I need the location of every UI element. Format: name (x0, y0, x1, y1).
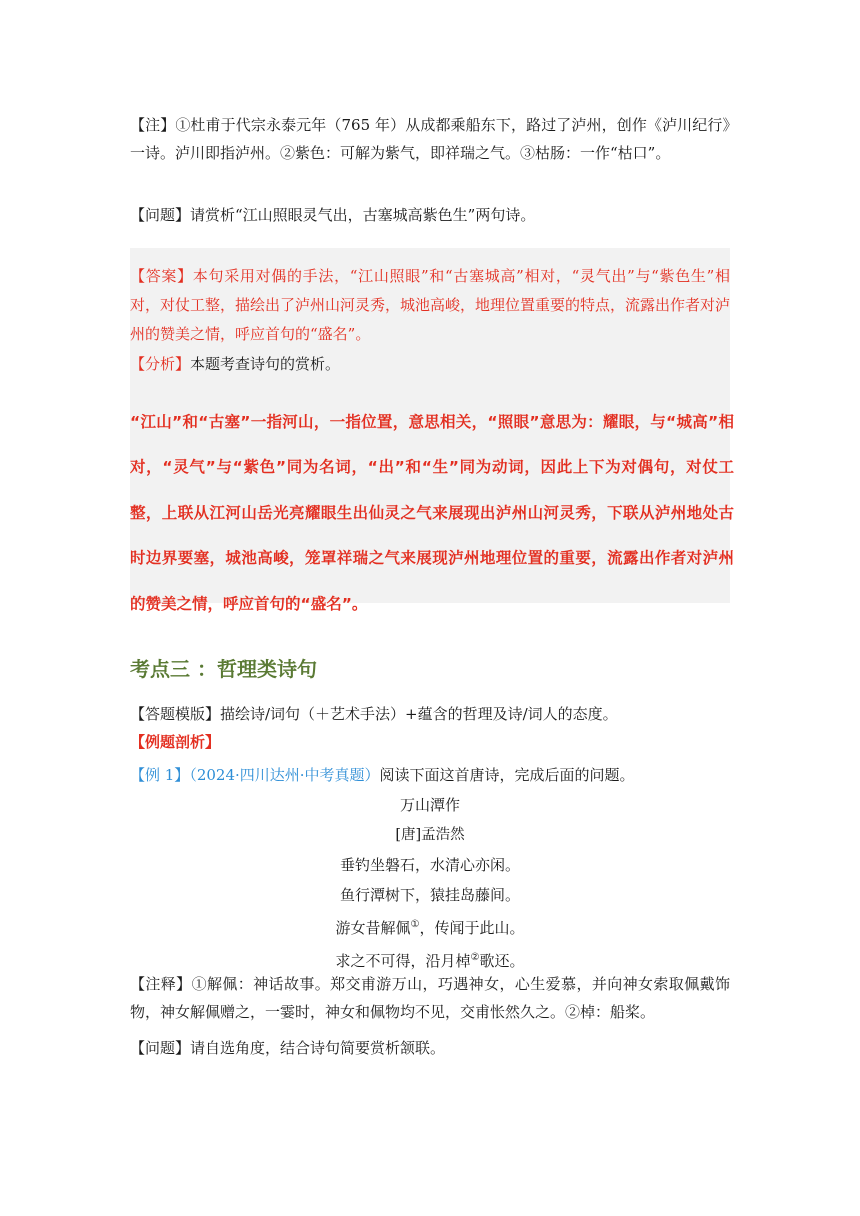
poem-line-3 (130, 910, 730, 943)
example-1-prompt: 阅读下面这首唐诗，完成后面的问题。 (379, 766, 635, 784)
poem-line-3-b: ，传闻于此山。 (419, 919, 525, 937)
analysis-body: “江山”和“古塞”一指河山，一指位置，意思相关，“照眼”意思为：耀眼，与“城高”相对，“灵气”与“紫色”同为名词，“出”和“生”同为动词，因此上下为对偶句，对仗工整，上联从江河山岳光亮耀眼生出仙灵之气来展现出泸州山河灵秀，下联从泸州地处古时边界要塞，城池高峻，笼罩祥瑞之气来展现泸州地理位置的重要，流露出作者对泸州的赞美之情，呼应首句的“盛名”。 (130, 412, 734, 613)
answer-box (130, 248, 734, 613)
answer-paragraph: 【答案】本句采用对偶的手法，“江山照眼”和“古塞城高”相对，“灵气出”与“紫色生”相对，对仗工整，描绘出了泸州山河灵秀，城池高峻，地理位置重要的特点，流露出作者对泸州的赞美之情，呼应首句的“盛名”。 (130, 267, 731, 343)
poem (130, 790, 730, 976)
poem-line-4-a: 求之不可得，沿月棹 (335, 952, 471, 970)
analysis-head-text: 本题考查诗句的赏析。 (190, 355, 341, 373)
question-2: 【问题】请自选角度，结合诗句简要赏析颔联。 (130, 1039, 446, 1057)
question-1: 【问题】请赏析“江山照眼灵气出，古塞城高紫色生”两句诗。 (130, 206, 536, 224)
poem-title: 万山潭作 (399, 796, 460, 814)
example-1-source: （2024·四川达州·中考真题） (189, 766, 380, 784)
answer-template: 【答题模版】描绘诗/词句（＋艺术手法）+蕴含的哲理及诗/词人的态度。 (130, 705, 618, 723)
example-1-tag: 【例 1】 (130, 766, 190, 784)
poem-line-2: 鱼行潭树下，猿挂岛藤间。 (339, 886, 520, 904)
analysis-tag: 【分析】 (130, 355, 191, 373)
analysis-heading (130, 350, 730, 378)
annotation-paragraph: 【注释】①解佩：神话故事。郑交甫游万山，巧遇神女，心生爱慕，并向神女索取佩戴饰物，神女解佩赠之，一霎时，神女和佩物均不见，交甫怅然久之。②棹：船桨。 (130, 975, 730, 1021)
poem-author: [唐]孟浩然 (395, 827, 465, 843)
poem-line-4-b: 歌还。 (479, 952, 525, 970)
example-1-line (130, 761, 750, 789)
example-analysis-heading: 【例题剖析】 (130, 733, 221, 751)
section-title: 考点三 ：哲理类诗句 (130, 657, 317, 681)
note-paragraph: 【注】①杜甫于代宗永泰元年（765 年）从成都乘船东下，路过了泸州，创作《泸川纪行》一诗。泸川即指泸州。②紫色：可解为紫气，即祥瑞之气。③枯肠：一作“枯口”。 (130, 116, 730, 162)
footnote-marker-1: ① (410, 919, 420, 930)
footnote-marker-2: ② (470, 952, 480, 963)
poem-line-3-a: 游女昔解佩 (335, 919, 411, 937)
poem-line-1: 垂钓坐磐石，水清心亦闲。 (339, 856, 520, 874)
